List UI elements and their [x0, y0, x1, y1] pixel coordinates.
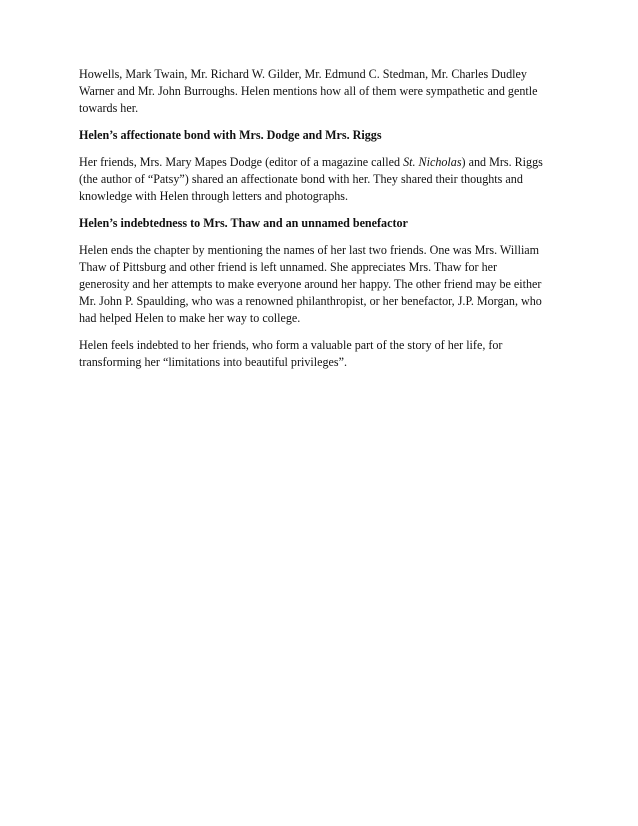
text-line: knowledge with Helen through letters and photographs.	[79, 189, 349, 203]
paragraph-friends-list	[79, 66, 562, 117]
paragraph-dodge-riggs	[79, 154, 562, 205]
text-line: transforming her “limitations into beautiful privileges”.	[79, 355, 348, 369]
text-line	[79, 154, 562, 171]
text-line: towards her.	[79, 101, 139, 115]
text-line: Warner and Mr. John Burroughs. Helen mentions how all of them were sympathetic and gentle	[79, 84, 538, 98]
text-line: Mr. John P. Spaulding, who was a renowned philanthropist, or her benefactor, J.P. Morgan, who	[79, 294, 542, 308]
text-line: had helped Helen to make her way to college.	[79, 311, 301, 325]
magazine-title: St. Nicholas	[403, 155, 462, 169]
text-line: generosity and her attempts to make everyone around her happy. The other friend may be either	[79, 277, 542, 291]
document-page	[79, 66, 562, 381]
paragraph-closing	[79, 337, 562, 371]
text-span: Her friends, Mrs. Mary Mapes Dodge (editor of a magazine called	[79, 155, 404, 169]
text-line: Helen ends the chapter by mentioning the names of her last two friends. One was Mrs. William	[79, 243, 540, 257]
text-line: (the author of “Patsy”) shared an affectionate bond with her. They shared their thoughts and	[79, 172, 523, 186]
text-line: Howells, Mark Twain, Mr. Richard W. Gilder, Mr. Edmund C. Stedman, Mr. Charles Dudley	[79, 67, 527, 81]
section-heading-thaw-benefactor: Helen’s indebtedness to Mrs. Thaw and an unnamed benefactor	[79, 216, 408, 230]
paragraph-thaw-benefactor	[79, 242, 562, 327]
text-span: ) and Mrs. Riggs	[461, 155, 543, 169]
section-heading-dodge-riggs: Helen’s affectionate bond with Mrs. Dodge and Mrs. Riggs	[79, 128, 382, 142]
text-line: Helen feels indebted to her friends, who form a valuable part of the story of her life, for	[79, 338, 503, 352]
text-line: Thaw of Pittsburg and other friend is left unnamed. She appreciates Mrs. Thaw for her	[79, 260, 498, 274]
